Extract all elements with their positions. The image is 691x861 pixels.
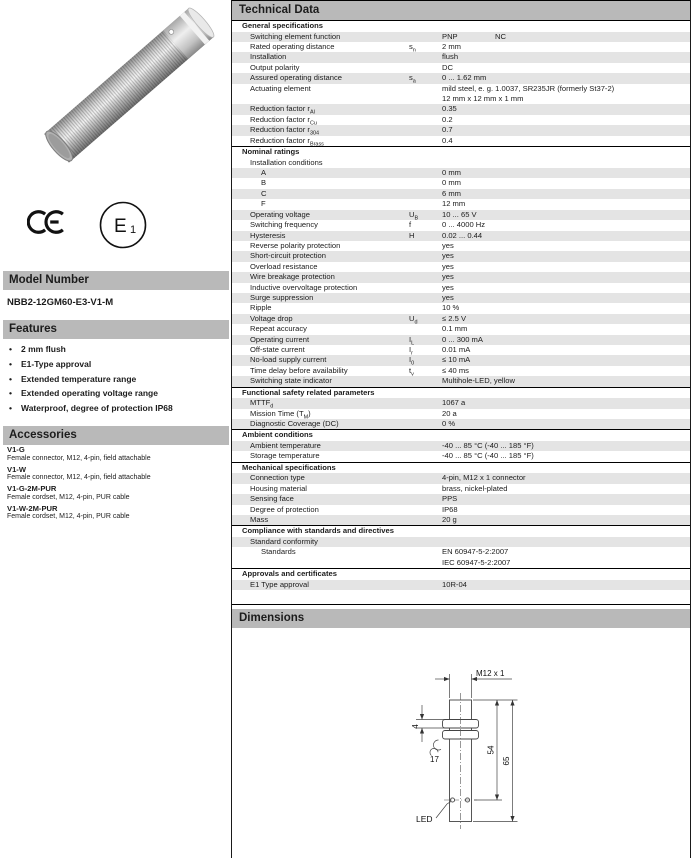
spec-symbol (409, 178, 442, 188)
spec-value: 0 % (442, 419, 456, 428)
spec-symbol (409, 262, 442, 272)
feature-item: • 2 mm flush (8, 342, 229, 357)
spec-row (232, 272, 690, 282)
spec-label: A (261, 168, 267, 178)
spec-symbol (409, 537, 442, 547)
spec-row (232, 136, 690, 146)
section-header: Nominal ratings (232, 146, 690, 158)
spec-row (232, 547, 690, 568)
spec-value: 1067 a (442, 398, 466, 408)
spec-label: Surge suppression (250, 292, 314, 302)
spec-label: Operating voltage (250, 209, 310, 219)
feature-item: • Extended temperature range (8, 372, 229, 387)
section-header: Ambient conditions (232, 429, 690, 441)
spec-label: Reduction factor $r_{Cu}$ (250, 114, 317, 127)
spec-symbol (409, 473, 442, 483)
spec-row (232, 314, 690, 324)
spec-symbol (409, 241, 442, 251)
section-header: Mechanical specifications (232, 462, 690, 474)
spec-row (232, 104, 690, 114)
spec-row (232, 251, 690, 261)
spec-label: Assured operating distance (250, 73, 343, 83)
spec-symbol (409, 398, 442, 408)
feature-item: • Extended operating voltage range (8, 386, 229, 401)
spec-value: EN 60947-5-2:2007 IEC 60947-5-2:2007 (442, 547, 511, 567)
spec-row (232, 293, 690, 303)
spec-label: Inductive overvoltage protection (250, 282, 358, 292)
spec-label: Degree of protection (250, 504, 319, 514)
spec-row (232, 73, 690, 83)
spec-row (232, 515, 690, 525)
spec-label: Reduction factor $r_{Brass}$ (250, 135, 324, 148)
e1-letter: E (114, 216, 127, 237)
spec-value: 10R-04 (442, 579, 467, 589)
spec-value: 2 mm (442, 42, 461, 51)
spec-symbol: $U_d$ (409, 313, 418, 326)
spec-symbol (409, 251, 442, 261)
spec-value: IP68 (442, 504, 458, 514)
features-header (3, 320, 229, 339)
spec-label: Output polarity (250, 62, 300, 72)
spec-symbol (409, 283, 442, 293)
technical-data-panel (231, 0, 691, 858)
spec-symbol (409, 409, 442, 419)
spec-label: Switching frequency (250, 220, 318, 230)
spec-value: 0 ... 1.62 mm (442, 73, 487, 83)
feature-item: • Waterproof, degree of protection IP68 (8, 401, 229, 416)
spec-row (232, 398, 690, 408)
spec-symbol: $s_a$ (409, 73, 416, 85)
spec-row (232, 355, 690, 365)
spec-symbol: $t_v$ (409, 365, 414, 378)
model-number-title: Model Number (9, 274, 89, 286)
spec-value: 6 mm (442, 188, 461, 198)
spec-row (232, 262, 690, 272)
spec-row (232, 168, 690, 178)
spec-row (232, 115, 690, 125)
spec-label: Off-state current (250, 344, 305, 354)
spec-symbol: $I_0$ (409, 355, 415, 367)
spec-row (232, 32, 690, 42)
spec-symbol (409, 376, 442, 386)
spec-label: Sensing face (250, 494, 294, 504)
section-header: Functional safety related parameters (232, 387, 690, 399)
spec-value: 0 ... 300 mA (442, 334, 483, 344)
spec-value: 10 ... 65 V (442, 209, 477, 219)
spec-row (232, 63, 690, 73)
spec-label: Mission Time $(T_M)$ (250, 408, 311, 421)
spec-row (232, 451, 690, 461)
accessory-description: Female cordset, M12, 4-pin, PUR cable (7, 513, 130, 520)
dimensions-section (232, 604, 690, 628)
spec-row (232, 324, 690, 334)
spec-row (232, 484, 690, 494)
spec-value: 12 mm (442, 199, 466, 209)
spec-label: Installation (250, 52, 287, 62)
wrench-size-label: 17 (430, 755, 439, 764)
spec-value: yes (442, 292, 454, 302)
spec-value: 0.7 (442, 125, 453, 135)
spec-label: Reduction factor $r_{304}$ (250, 125, 320, 137)
spec-value: yes (442, 240, 454, 250)
spec-label: $MTTF_d$ (250, 398, 274, 410)
spec-symbol (409, 115, 442, 125)
spec-row (232, 42, 690, 52)
spec-symbol (409, 104, 442, 114)
feature-item: • E1-Type approval (8, 357, 229, 372)
product-photo (18, 2, 218, 174)
spec-label: Standards (261, 547, 296, 557)
spec-symbol (409, 494, 442, 504)
spec-value: ≤ 2.5 V (442, 313, 467, 323)
spec-value (442, 537, 690, 547)
spec-value: PPS (442, 494, 458, 504)
nut-height-label: 4 (411, 724, 420, 729)
accessory-description: Female cordset, M12, 4-pin, PUR cable (7, 493, 130, 501)
spec-label: Storage temperature (250, 451, 320, 461)
spec-symbol (409, 547, 442, 568)
dimensions-header: Dimensions (232, 609, 690, 628)
accessories-title: Accessories (9, 429, 77, 441)
accessory-name: V1-G-2M-PUR (7, 484, 57, 493)
spec-value: 0.1 mm (442, 324, 468, 334)
spec-symbol (409, 272, 442, 282)
spec-value: brass, nickel-plated (442, 483, 508, 493)
spec-row (232, 419, 690, 429)
spec-label: Switching element function (250, 31, 341, 41)
spec-symbol (409, 324, 442, 334)
spec-row (232, 241, 690, 251)
certification-marks (0, 200, 231, 256)
spec-label: Diagnostic Coverage (DC) (250, 419, 339, 428)
spec-symbol (409, 189, 442, 199)
spec-label: Repeat accuracy (250, 324, 307, 334)
spec-row (232, 125, 690, 135)
spec-label: Installation conditions (250, 157, 323, 167)
spec-row (232, 473, 690, 483)
spec-symbol (409, 484, 442, 494)
spec-symbol (409, 84, 442, 105)
spec-value: ≤ 10 mA (442, 355, 471, 365)
spec-value: flush (442, 52, 459, 62)
spec-value: 4-pin, M12 x 1 connector (442, 473, 526, 483)
spec-symbol: $s_n$ (409, 42, 416, 54)
spec-label: Standard conformity (250, 537, 318, 547)
model-number-header (3, 271, 229, 290)
spec-symbol (409, 125, 442, 135)
spec-value: -40 ... 85 °C (-40 ... 185 °F) (442, 451, 534, 461)
accessory-name: V1-G (7, 445, 25, 454)
spec-label: Housing material (250, 483, 307, 493)
e1-number: 1 (130, 224, 137, 236)
spec-row (232, 505, 690, 515)
spec-symbol (409, 168, 442, 178)
spec-label: B (261, 178, 267, 188)
spec-value: 0.2 (442, 114, 453, 124)
ce-mark-icon (27, 208, 65, 236)
spec-value: PNP NC (442, 31, 506, 41)
technical-data-table (232, 20, 690, 590)
spec-value: DC (442, 62, 453, 72)
spec-row (232, 189, 690, 199)
spec-row (232, 158, 690, 168)
accessories-list (7, 445, 229, 523)
spec-value: Multihole-LED, yellow (442, 376, 516, 386)
spec-row (232, 494, 690, 504)
spec-row (232, 376, 690, 386)
technical-data-header: Technical Data (232, 0, 690, 20)
spec-symbol (409, 419, 442, 429)
spec-label: Rated operating distance (250, 42, 335, 51)
section-header: General specifications (232, 20, 690, 32)
spec-row (232, 220, 690, 230)
spec-label: Connection type (250, 473, 305, 483)
spec-value: 20 a (442, 408, 457, 418)
spec-value: 0.01 mA (442, 344, 471, 354)
spec-value: ≤ 40 ms (442, 365, 469, 375)
section-header: Approvals and certificates (232, 568, 690, 580)
spec-value: 0 mm (442, 168, 461, 178)
e1-mark-icon (98, 200, 148, 250)
spec-row (232, 303, 690, 313)
spec-label: C (261, 188, 267, 198)
accessory-description: Female connector, M12, 4-pin, field attachable (7, 454, 151, 462)
spec-symbol (409, 505, 442, 515)
led-leader-line (436, 802, 451, 818)
spec-value: 0 mm (442, 178, 461, 188)
spec-row (232, 231, 690, 241)
spec-symbol (409, 293, 442, 303)
spec-value (442, 158, 690, 168)
spec-row (232, 52, 690, 62)
spec-symbol: $I_L$ (409, 334, 415, 347)
spec-row (232, 345, 690, 355)
spec-symbol (409, 441, 442, 451)
spec-symbol (409, 136, 442, 146)
spec-label: Ripple (250, 303, 272, 313)
spec-label: Hysteresis (250, 230, 286, 240)
sensor-photo-drawing (18, 2, 218, 174)
features-title: Features (9, 323, 57, 335)
spec-value: -40 ... 85 °C (-40 ... 185 °F) (442, 441, 534, 450)
features-list (8, 342, 229, 416)
spec-symbol (409, 303, 442, 313)
spec-label: Reverse polarity protection (250, 240, 341, 250)
spec-label: Switching state indicator (250, 376, 332, 386)
spec-label: Voltage drop (250, 313, 293, 323)
led-label: LED (416, 814, 433, 824)
spec-symbol: f (409, 220, 412, 230)
spec-value: 0 ... 4000 Hz (442, 220, 486, 230)
spec-symbol: H (409, 230, 415, 240)
spec-label: F (261, 199, 266, 209)
spec-label: Overload resistance (250, 261, 318, 271)
spec-row (232, 366, 690, 376)
spec-row (232, 178, 690, 188)
accessories-header (3, 426, 229, 445)
spec-row (232, 580, 690, 590)
spec-value: mild steel, e. g. 1.0037, SR235JR (formerly St37-2) 12 mm x 12 mm x 1 mm (442, 83, 615, 104)
length-54-label: 54 (486, 745, 496, 755)
spec-symbol (409, 52, 442, 62)
dimension-drawing-svg (390, 630, 596, 856)
left-column (0, 0, 231, 858)
accessory-description: Female connector, M12, 4-pin, field attachable (7, 474, 151, 481)
spec-label: E1 Type approval (250, 579, 309, 589)
spec-label: Short-circuit protection (250, 251, 326, 261)
spec-value: yes (442, 251, 454, 261)
spec-value: 0.4 (442, 135, 453, 145)
spec-symbol (409, 32, 442, 42)
spec-label: Operating current (250, 334, 310, 344)
spec-symbol (409, 158, 442, 168)
spec-label: Reduction factor $r_{Al}$ (250, 104, 315, 116)
length-65-label: 65 (502, 756, 511, 766)
spec-value: yes (442, 272, 454, 282)
section-header: Compliance with standards and directives (232, 525, 690, 537)
spec-label: Mass (250, 515, 269, 525)
spec-value: 0.35 (442, 104, 457, 114)
spec-row (232, 283, 690, 293)
spec-value: 0.02 ... 0.44 (442, 230, 483, 240)
thread-label: M12 x 1 (476, 669, 505, 678)
spec-label: Actuating element (250, 83, 311, 93)
spec-label: Ambient temperature (250, 441, 321, 450)
dimension-drawing (390, 630, 596, 861)
spec-symbol (409, 451, 442, 461)
spec-symbol (409, 580, 442, 590)
spec-row (232, 199, 690, 209)
spec-symbol: $U_B$ (409, 209, 419, 222)
spec-label: No-load supply current (250, 355, 327, 365)
spec-symbol (409, 199, 442, 209)
spec-label: Time delay before availability (250, 365, 348, 375)
accessory-name: V1-W-2M-PUR (7, 503, 58, 513)
model-number-value: NBB2-12GM60-E3-V1-M (7, 297, 114, 308)
spec-row (232, 441, 690, 451)
spec-symbol (409, 515, 442, 525)
spec-label: Wire breakage protection (250, 272, 335, 282)
spec-value: yes (442, 261, 454, 271)
spec-value: yes (442, 282, 454, 292)
accessory-name: V1-W (7, 464, 26, 474)
spec-value: 10 % (442, 303, 460, 313)
spec-row (232, 84, 690, 105)
spec-symbol: $I_r$ (409, 344, 413, 357)
spec-row (232, 409, 690, 419)
spec-symbol (409, 63, 442, 73)
wrench-icon (430, 740, 441, 756)
spec-row (232, 210, 690, 220)
spec-value: 20 g (442, 515, 457, 525)
spec-row (232, 537, 690, 547)
spec-row (232, 335, 690, 345)
